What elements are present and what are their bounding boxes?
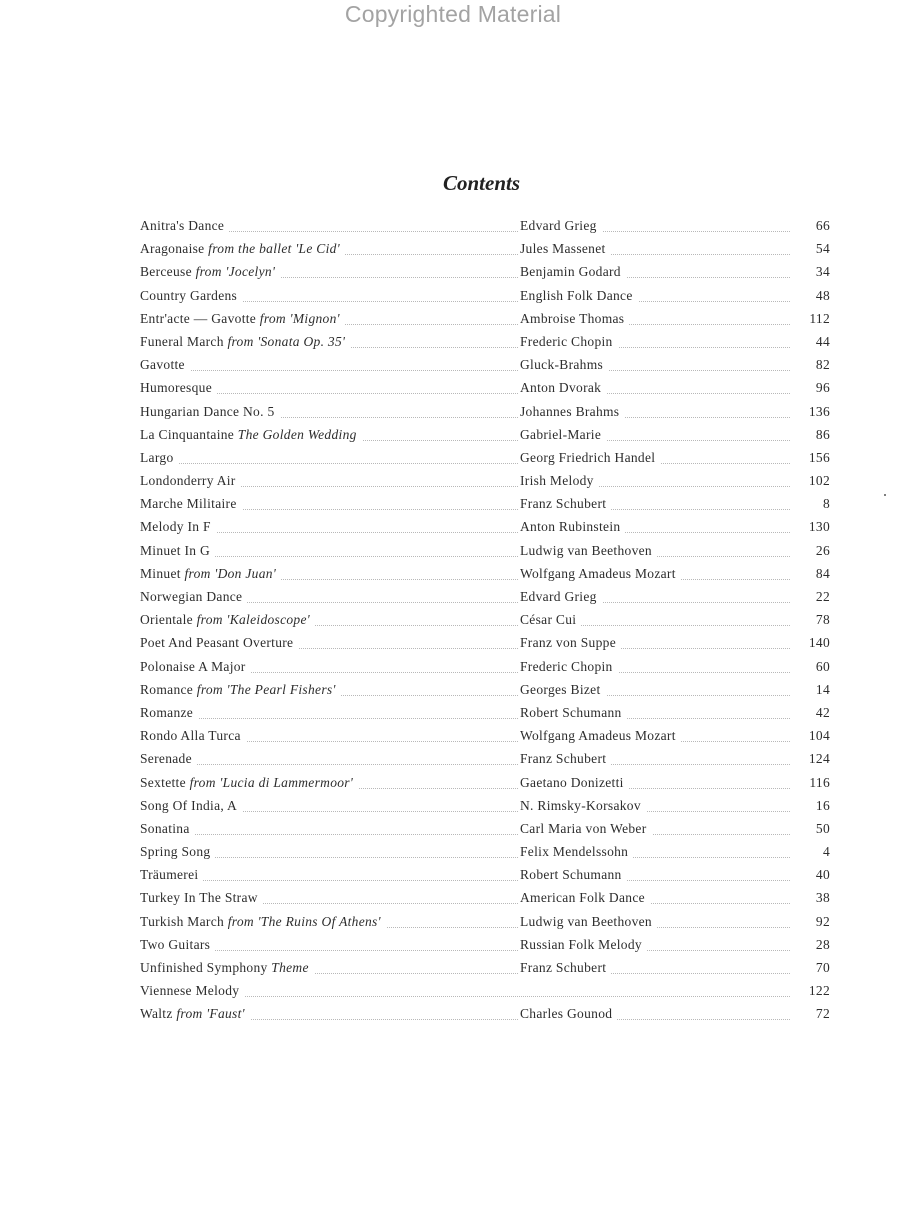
toc-entry xyxy=(140,934,830,957)
entry-subtitle: from 'Mignon' xyxy=(259,310,340,326)
entry-title-text: Spring Song xyxy=(140,844,211,860)
entry-page-number: 60 xyxy=(815,658,830,674)
toc-entry xyxy=(140,563,830,586)
entry-subtitle: from 'Lucia di Lammermoor' xyxy=(189,774,354,790)
toc-entry xyxy=(140,656,830,679)
entry-composer: American Folk Dance xyxy=(520,890,650,906)
entry-title-text: Entr'acte — Gavotte xyxy=(140,310,257,326)
entry-title xyxy=(140,659,251,675)
entry-title xyxy=(140,914,386,930)
entry-page-number: 86 xyxy=(815,426,830,442)
entry-page-number: 70 xyxy=(815,960,830,975)
entry-title xyxy=(140,728,246,744)
entry-title-text: Funeral March xyxy=(140,333,224,349)
entry-page-number: 140 xyxy=(808,635,830,651)
entry-composer: Franz Schubert xyxy=(520,960,611,976)
toc-entry xyxy=(140,401,830,424)
entry-composer: Carl Maria von Weber xyxy=(520,821,652,837)
entry-page-number: 84 xyxy=(815,565,830,581)
entry-title-text: Norwegian Dance xyxy=(140,589,243,604)
entry-page-number: 14 xyxy=(815,681,830,697)
entry-composer: Anton Dvorak xyxy=(520,380,606,396)
toc-entry xyxy=(140,424,830,447)
entry-title xyxy=(140,937,215,953)
toc-entry xyxy=(140,679,830,702)
entry-composer: Ludwig van Beethoven xyxy=(520,914,657,930)
entry-subtitle: Theme xyxy=(271,960,309,975)
table-of-contents xyxy=(140,215,830,1027)
entry-title xyxy=(140,241,345,257)
entry-page-number: 34 xyxy=(815,264,830,280)
entry-composer: Franz von Suppe xyxy=(520,635,621,651)
entry-title xyxy=(140,844,215,860)
entry-title xyxy=(140,798,242,814)
entry-composer: Edvard Grieg xyxy=(520,218,602,234)
entry-subtitle: from 'Sonata Op. 35' xyxy=(227,333,346,349)
entry-title-text: Polonaise A Major xyxy=(140,658,246,674)
entry-title-text: Largo xyxy=(140,449,174,465)
entry-title xyxy=(140,566,281,582)
entry-page-number: 116 xyxy=(809,774,830,790)
toc-entry xyxy=(140,864,830,887)
entry-title xyxy=(140,519,216,535)
entry-title-text: Aragonaise xyxy=(140,241,205,257)
entry-page-number: 50 xyxy=(815,820,830,836)
entry-composer: Benjamin Godard xyxy=(520,264,626,280)
entry-title-text: Gavotte xyxy=(140,357,185,373)
entry-subtitle: The Golden Wedding xyxy=(237,426,357,442)
entry-subtitle: from 'The Pearl Fishers' xyxy=(196,681,336,697)
entry-page-number: 136 xyxy=(808,403,830,419)
entry-subtitle: from 'Kaleidoscope' xyxy=(196,612,310,628)
entry-page-number: 8 xyxy=(822,496,830,512)
entry-title-text: Marche Militaire xyxy=(140,496,237,512)
toc-entry xyxy=(140,285,830,308)
toc-entry xyxy=(140,957,830,980)
entry-title xyxy=(140,821,195,837)
entry-title xyxy=(140,334,350,350)
entry-page-number: 38 xyxy=(815,890,830,906)
toc-entry xyxy=(140,354,830,377)
toc-entry xyxy=(140,748,830,771)
entry-composer: N. Rimsky-Korsakov xyxy=(520,798,646,814)
entry-page-number: 104 xyxy=(808,728,830,744)
entry-composer: Edvard Grieg xyxy=(520,589,602,605)
entry-title-text: Poet And Peasant Overture xyxy=(140,635,294,651)
entry-composer: Ludwig van Beethoven xyxy=(520,543,657,559)
entry-page-number: 130 xyxy=(808,519,830,535)
entry-title-text: Turkey In The Straw xyxy=(140,890,258,906)
toc-entry xyxy=(140,911,830,934)
entry-title xyxy=(140,612,315,628)
entry-page-number: 156 xyxy=(808,449,830,465)
entry-composer: Anton Rubinstein xyxy=(520,519,625,535)
entry-composer: Gaetano Donizetti xyxy=(520,775,629,791)
copyright-watermark: Copyrighted Material xyxy=(344,1,562,27)
entry-title-text: Song Of India, A xyxy=(140,797,238,813)
entry-title xyxy=(140,218,229,234)
entry-title-text: Anitra's Dance xyxy=(140,218,225,233)
toc-entry xyxy=(140,261,830,284)
entry-composer: Robert Schumann xyxy=(520,705,627,721)
entry-page-number: 112 xyxy=(809,310,830,326)
toc-entry xyxy=(140,841,830,864)
entry-subtitle: from 'The Ruins Of Athens' xyxy=(227,913,381,929)
entry-title xyxy=(140,751,197,767)
entry-composer: Wolfgang Amadeus Mozart xyxy=(520,566,681,582)
entry-title xyxy=(140,960,314,976)
entry-title-text: Waltz xyxy=(140,1006,173,1022)
toc-entry xyxy=(140,447,830,470)
entry-composer: Georg Friedrich Handel xyxy=(520,450,660,466)
entry-subtitle: from 'Jocelyn' xyxy=(195,264,276,280)
entry-composer: Russian Folk Melody xyxy=(520,937,647,953)
entry-title xyxy=(140,427,362,443)
entry-composer: Georges Bizet xyxy=(520,682,606,698)
toc-entry xyxy=(140,725,830,748)
entry-composer: Irish Melody xyxy=(520,473,599,489)
dot-leader xyxy=(140,463,518,464)
entry-title-text: Londonderry Air xyxy=(140,473,236,489)
entry-page-number: 78 xyxy=(815,612,830,628)
entry-page-number: 22 xyxy=(815,589,830,604)
toc-entry xyxy=(140,632,830,655)
entry-title-text: Viennese Melody xyxy=(140,983,240,999)
entry-title xyxy=(140,543,215,559)
entry-title xyxy=(140,357,190,373)
entry-page-number: 96 xyxy=(815,380,830,396)
entry-page-number: 16 xyxy=(815,797,830,813)
entry-composer: Franz Schubert xyxy=(520,496,611,512)
dot-leader xyxy=(140,370,518,371)
entry-title xyxy=(140,380,217,396)
toc-entry xyxy=(140,795,830,818)
entry-title-text: Sextette xyxy=(140,774,186,790)
entry-title xyxy=(140,983,244,999)
entry-title-text: Humoresque xyxy=(140,380,212,396)
entry-page-number: 48 xyxy=(815,287,830,303)
toc-entry xyxy=(140,238,830,261)
toc-entry xyxy=(140,377,830,400)
entry-subtitle: from 'Don Juan' xyxy=(184,565,277,581)
entry-composer: Ambroise Thomas xyxy=(520,311,629,327)
toc-entry xyxy=(140,1003,830,1026)
entry-title-text: Träumerei xyxy=(140,867,199,883)
entry-composer: Robert Schumann xyxy=(520,867,627,883)
entry-page-number: 72 xyxy=(815,1006,830,1022)
entry-title-text: Berceuse xyxy=(140,264,192,280)
toc-entry xyxy=(140,308,830,331)
page-title: Contents xyxy=(442,171,521,195)
toc-entry xyxy=(140,516,830,539)
entry-title xyxy=(140,288,242,304)
entry-page-number: 44 xyxy=(815,333,830,349)
entry-composer: Charles Gounod xyxy=(520,1006,617,1022)
toc-entry xyxy=(140,609,830,632)
entry-page-number: 40 xyxy=(815,867,830,883)
entry-title xyxy=(140,890,263,906)
entry-subtitle: from 'Faust' xyxy=(176,1006,245,1022)
toc-entry xyxy=(140,215,830,238)
toc-entry xyxy=(140,980,830,1003)
scan-speck xyxy=(884,494,886,496)
toc-entry xyxy=(140,540,830,563)
entry-page-number: 122 xyxy=(808,983,830,999)
toc-entry xyxy=(140,772,830,795)
entry-composer: Johannes Brahms xyxy=(520,404,624,420)
entry-title xyxy=(140,404,280,420)
entry-page-number: 124 xyxy=(808,751,830,767)
entry-composer: Gabriel-Marie xyxy=(520,427,606,443)
entry-title xyxy=(140,1006,250,1022)
entry-page-number: 42 xyxy=(815,704,830,720)
entry-page-number: 82 xyxy=(815,357,830,373)
entry-title xyxy=(140,682,341,698)
entry-title xyxy=(140,311,345,327)
toc-entry xyxy=(140,331,830,354)
entry-title xyxy=(140,496,242,512)
toc-entry xyxy=(140,586,830,609)
entry-page-number: 102 xyxy=(808,473,830,489)
entry-title-text: Hungarian Dance No. 5 xyxy=(140,403,275,419)
dot-leader xyxy=(140,834,518,835)
entry-page-number: 54 xyxy=(815,241,830,257)
entry-title-text: Sonatina xyxy=(140,820,190,836)
entry-title-text: Romance xyxy=(140,681,194,697)
toc-entry xyxy=(140,887,830,910)
entry-title-text: Turkish March xyxy=(140,913,225,929)
entry-title xyxy=(140,867,203,883)
entry-title-text: La Cinquantaine xyxy=(140,426,235,442)
entry-title xyxy=(140,705,198,721)
entry-title xyxy=(140,264,280,280)
entry-composer: Jules Massenet xyxy=(520,241,611,257)
entry-title xyxy=(140,589,247,605)
toc-entry xyxy=(140,470,830,493)
entry-title xyxy=(140,635,298,651)
entry-composer: Frederic Chopin xyxy=(520,334,618,350)
toc-entry xyxy=(140,702,830,725)
entry-title-text: Minuet xyxy=(140,565,181,581)
entry-title-text: Minuet In G xyxy=(140,542,211,558)
entry-page-number: 28 xyxy=(815,936,830,952)
entry-page-number: 66 xyxy=(815,218,830,233)
toc-entry xyxy=(140,493,830,516)
entry-composer: English Folk Dance xyxy=(520,288,638,304)
entry-page-number: 4 xyxy=(822,844,830,860)
entry-composer: Wolfgang Amadeus Mozart xyxy=(520,728,681,744)
entry-composer: Gluck-Brahms xyxy=(520,357,608,373)
entry-page-number: 26 xyxy=(815,542,830,558)
entry-title-text: Melody In F xyxy=(140,519,211,535)
entry-title xyxy=(140,775,358,791)
entry-composer: Frederic Chopin xyxy=(520,659,618,675)
entry-composer: Felix Mendelssohn xyxy=(520,844,633,860)
entry-title-text: Rondo Alla Turca xyxy=(140,728,241,744)
entry-composer: Franz Schubert xyxy=(520,751,611,767)
entry-title-text: Two Guitars xyxy=(140,936,211,952)
entry-title-text: Country Gardens xyxy=(140,287,238,303)
entry-title-text: Orientale xyxy=(140,612,193,628)
entry-composer: César Cui xyxy=(520,612,581,628)
entry-title-text: Unfinished Symphony xyxy=(140,960,268,975)
entry-title xyxy=(140,473,241,489)
entry-title-text: Serenade xyxy=(140,751,192,767)
entry-title xyxy=(140,450,179,466)
entry-page-number: 92 xyxy=(815,913,830,929)
entry-subtitle: from the ballet 'Le Cid' xyxy=(208,241,340,257)
toc-entry xyxy=(140,818,830,841)
entry-title-text: Romanze xyxy=(140,704,194,720)
